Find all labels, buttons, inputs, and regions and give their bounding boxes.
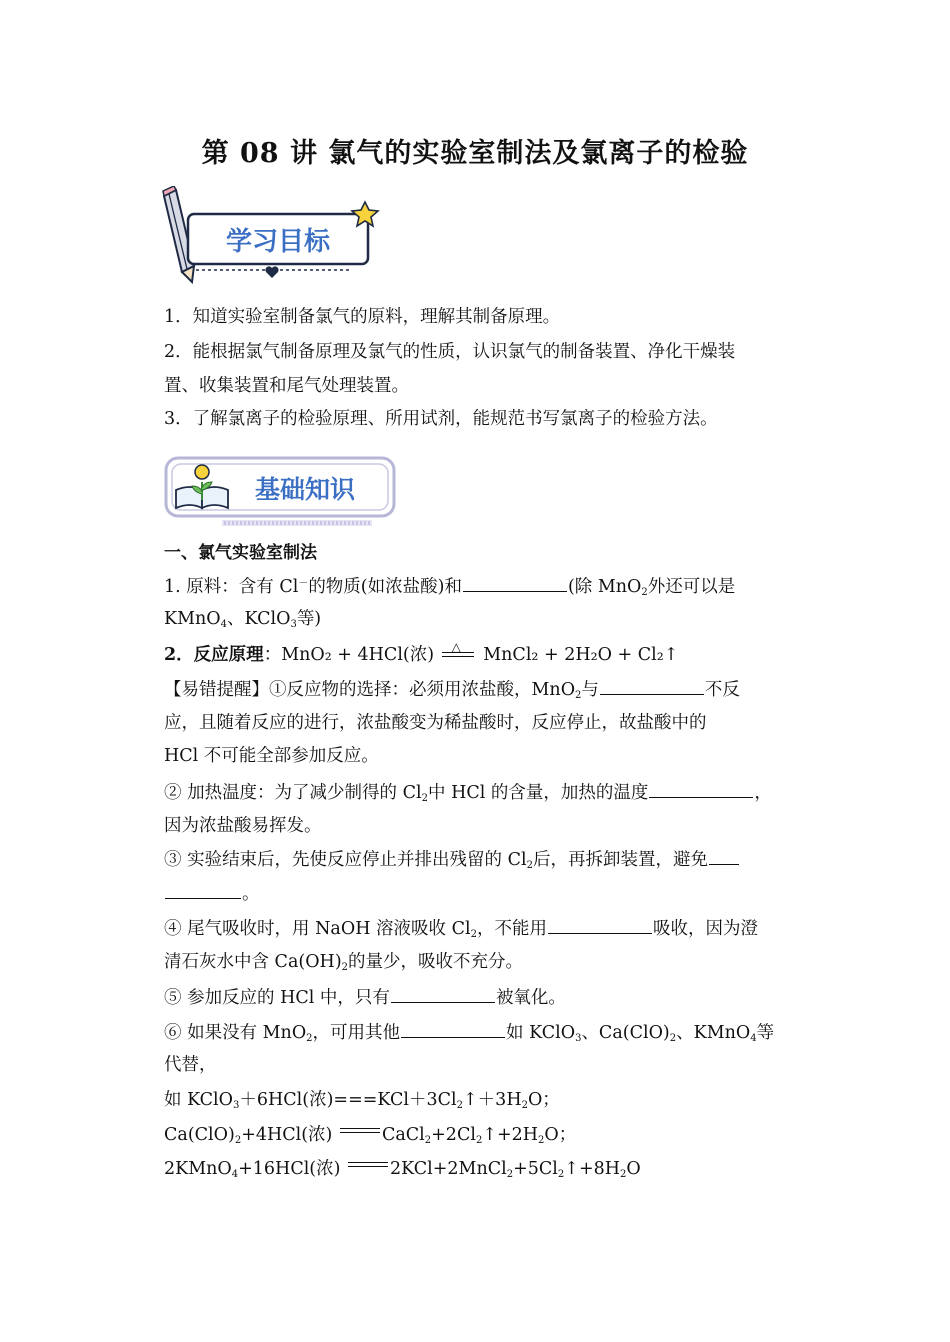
equals-sign (346, 1157, 390, 1177)
objective-3: 3．了解氯离子的检验原理、所用试剂，能规范书写氯离子的检验方法。 (164, 409, 718, 429)
fill-blank[interactable] (391, 985, 495, 1003)
basic-knowledge-badge (162, 452, 398, 532)
learning-objectives-badge (160, 186, 384, 286)
fill-blank[interactable] (165, 881, 241, 899)
principle-line: 2．反应原理：MnO₂ + 4HCl(浓) △ MnCl₂ + 2H₂O + Cl₂↑ (164, 640, 679, 665)
note-3-cont: 。 (164, 881, 260, 906)
equals-sign (338, 1123, 382, 1143)
badge1-label: 学习目标 (225, 227, 331, 257)
note-4-cont: 清石灰水中含 $Ca(OH)_2$的量少，吸收不充分。 (164, 952, 524, 973)
raw-material-line: 1. 原料：含有 Cl－的物质(如浓盐酸)和 (除 MnO$_2$外还可以是 (164, 574, 735, 599)
note-2: ② 加热温度：为了减少制得的 $Cl_2$中 HCl 的含量，加热的温度 ， (164, 780, 772, 805)
note-2-cont: 因为浓盐酸易挥发。 (164, 816, 322, 836)
fill-blank[interactable] (401, 1020, 505, 1038)
objective-2: 2．能根据氯气制备原理及氯气的性质，认识氯气的制备装置、净化干燥装 (164, 342, 736, 362)
note-1-cont: 应，且随着反应的进行，浓盐酸变为稀盐酸时，反应停止，故盐酸中的 (164, 713, 707, 733)
note-4: ④ 尾气吸收时，用 NaOH 溶液吸收 $Cl_2$，不能用 吸收，因为澄 (164, 916, 758, 941)
note-1: 【易错提醒】①反应物的选择：必须用浓盐酸，MnO$_2$与 不反 (164, 677, 740, 702)
page-title: 第 08 讲 氯气的实验室制法及氯离子的检验 (201, 138, 749, 169)
heating-equals-sign: △ (440, 643, 478, 663)
note-6: ⑥ 如果没有 MnO$_2$，可用其他 如 KClO$_3$、$Ca(ClO)_2$、KMnO$_4$等 (164, 1020, 774, 1045)
note-3: ③ 实验结束后，先使反应停止并排出残留的 $Cl_2$后，再拆卸装置，避免 (164, 847, 740, 872)
note-6-cont: 代替， (164, 1055, 217, 1075)
section-heading: 一、氯气实验室制法 (164, 543, 317, 563)
equation-kmno4: 2KMnO$_4$+16HCl(浓) $2KCl+2MnCl_2+5Cl_2↑+8H_2O$ (164, 1159, 641, 1180)
note-1-cont-2: HCl 不可能全部参加反应。 (164, 746, 379, 766)
note-5: ⑤ 参加反应的 HCl 中，只有 被氧化。 (164, 985, 566, 1010)
badge2-label: 基础知识 (254, 475, 356, 504)
fill-blank[interactable] (709, 847, 739, 865)
objective-2-cont: 置、收集装置和尾气处理装置。 (164, 376, 409, 396)
equation-kclo3: 如 KClO$_3$＋6HCl(浓)$===KCl+3Cl_2↑+3H_2O$； (164, 1090, 560, 1111)
fill-blank[interactable] (463, 574, 567, 592)
objective-1: 1．知道实验室制备氯气的原料，理解其制备原理。 (164, 307, 561, 327)
raw-material-line-2: KMnO$_4$、KClO$_3$等) (164, 609, 322, 630)
fill-blank[interactable] (649, 780, 753, 798)
heart-icon (265, 266, 278, 278)
equation-caclo2: $Ca(ClO)_2+4HCl$(浓) $CaCl_2+2Cl_2↑+2H_2O$； (164, 1125, 577, 1146)
fill-blank[interactable] (548, 916, 652, 934)
fill-blank[interactable] (600, 677, 704, 695)
